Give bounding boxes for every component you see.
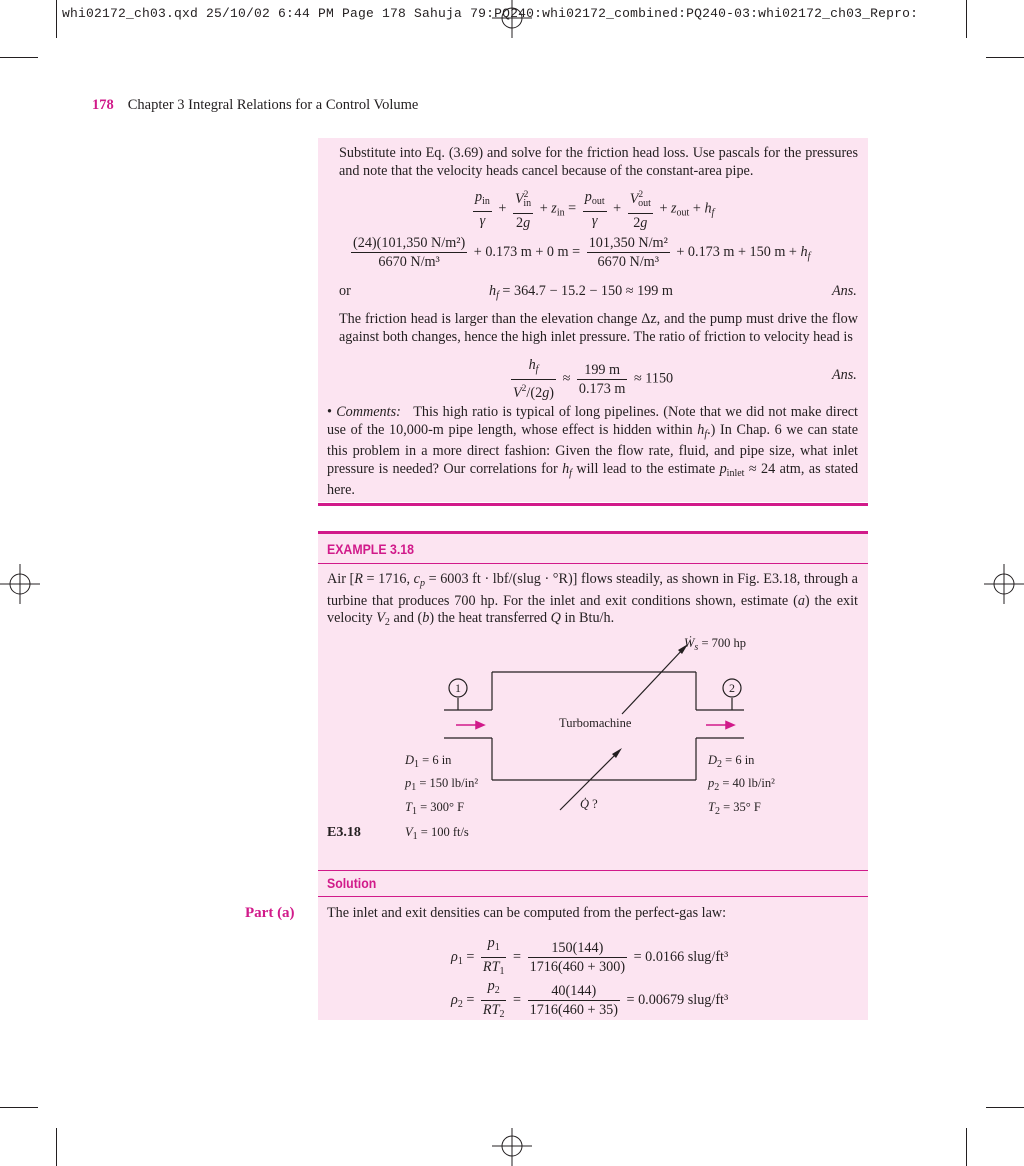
comments-paragraph: • Comments: This high ratio is typical of long pipelines. (Note that we did not make direct use of the 10,000-m pipe length, whose effect is hidden within $h_f$.) In Chap. 6 we can state this problem in a more direct fashion: Given the flow rate, fluid, and pipe size, what inlet pressure is needed? Our correlations for $h_f$ will lead to the estimate $p_{inlet} \approx 24$ atm, as stated here. [327,404,859,499]
registration-mark-top [492,0,532,40]
inlet-velocity: $V_1 = 100$ ft/s [405,825,469,842]
eq-numerator: (24)(101,350 N/m²) [353,235,466,251]
figure-label: E3.18 [327,825,361,840]
friction-result: $h_f = 364.7 - 15.2 - 150 \approx 199$ m [489,283,673,301]
station-2-label: 2 [729,681,735,695]
solution-head-rule [318,896,868,897]
exit-temperature: $T_2 = 35^\circ$ F [708,800,761,817]
exit-pressure: $p_2 = 40$ lb/in² [708,776,775,793]
eq-denominator: 6670 N/m³ [378,254,440,270]
friction-paragraph: The friction head is larger than the elevation change Δz, and the pump must drive the flow against both changes, hence the high inlet pressure. The ratio of friction to velocity head is [339,311,858,345]
energy-equation: $\frac{p_{in}}{\gamma}$ + $\frac{V^2_{in}}{2g}$ + $z_{in}$ = $\frac{p_{out}}{\gamma}$ + $\frac{V^2_{out}}{2g}$ + $z_{out} + h_f$ [470,186,714,232]
page-number: 178 [92,97,114,113]
example-head-rule [318,563,868,564]
intro-paragraph: Substitute into Eq. (3.69) and solve for the friction head loss. Use pascals for the pressures and note that the velocity heads cancel because of the constant-area pipe. [339,145,858,179]
inlet-pressure: $p_1 = 150$ lb/in² [405,776,479,793]
registration-mark-left [0,564,40,604]
running-head [92,97,418,114]
solution-top-rule [318,870,868,871]
section-rule [318,503,868,506]
eq-numerator: 101,350 N/m² [588,235,668,251]
exit-diameter: $D_2 = 6$ in [708,753,755,770]
registration-mark-right [984,564,1024,604]
eq-middle: + 0.173 m + 0 m = [473,243,581,260]
turbomachine-label: Turbomachine [559,716,632,730]
substituted-equation: $\frac{\text{(24)(101,350 N/m²)}}{\text{6670 N/m³}}$ + 0.173 m + 0 m = $\frac{\text{101,350 N/m²}}{\text{6670 N/m³}}$ + 0.173 m + 150 $m + h_f$ [353,235,811,270]
inlet-diameter: $D_1 = 6$ in [405,753,452,770]
eq-tail: + 0.173 m + 150 m + [676,243,797,260]
solution-heading: Solution [327,875,377,891]
turbomachine-figure [318,630,868,860]
example-statement: Air [R = 1716, $c_p = 6003$ ft · lbf/(slug · °R)] flows steadily, as shown in Fig. E3.18, through a turbine that produces 700 hp. For the inlet and exit conditions shown, estimate (a) the exit velocity $V_2$ and (b) the heat transferred Q in Btu/h. [327,571,858,629]
registration-mark-bottom [492,1126,532,1166]
answer-label: Ans. [832,283,857,299]
heat-label: Q̇ ? [580,797,598,811]
rho2-equation: $\rho_2$ = $\frac{p_2}{RT_2}$ = $\frac{40(144)}{1716(460 + 35)}$ = 0.00679 slug/ft³ [451,978,729,1020]
answer-label: Ans. [832,367,857,383]
ratio-equation: $\frac{h_f}{V^2/(2g)}$ ≈ $\frac{199 m}{0.173 m}$ ≈ 1150 [513,357,674,401]
solution-intro: The inlet and exit densities can be computed from the perfect-gas law: [327,905,727,921]
or-label: or [339,283,351,299]
eq-denominator: 6670 N/m³ [597,254,659,270]
inlet-temperature: $T_1 = 300^\circ$ F [405,800,465,817]
station-1-label: 1 [455,681,461,695]
example-heading: EXAMPLE 3.18 [327,541,414,557]
chapter-title: Chapter 3 Integral Relations for a Control Volume [127,97,419,113]
slug-line: whi02172_ch03.qxd 25/10/02 6:44 PM Page 178 Sahuja 79:PQ240:whi02172_combined:PQ240-03:whi02172_ch03_Repro: [62,6,919,21]
part-a-label: Part (a) [245,905,295,921]
work-label: Ẇ$_s$ = 700 hp [684,636,747,653]
rho1-equation: $\rho_1$ = $\frac{p_1}{RT_1}$ = $\frac{150(144)}{1716(460 + 300)}$ = 0.0166 slug/ft³ [451,935,729,977]
